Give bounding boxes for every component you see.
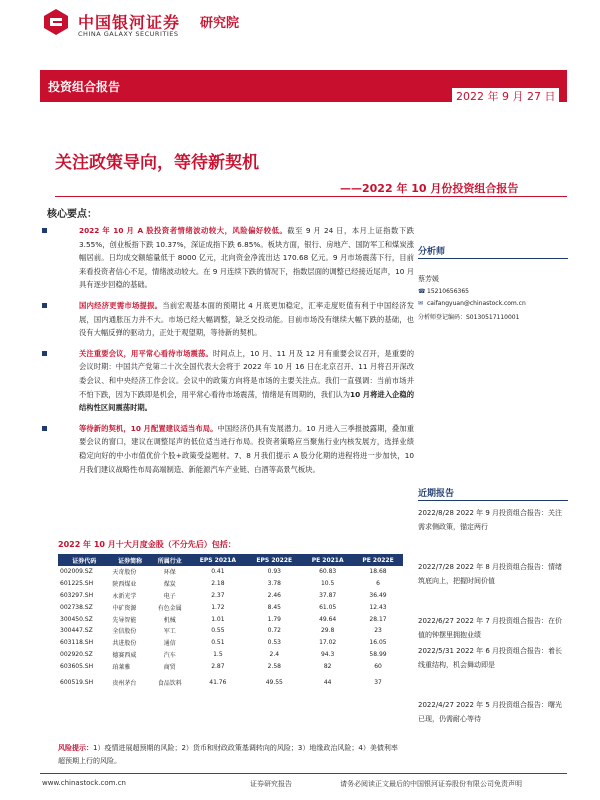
cell: 0.51: [211, 639, 225, 647]
risk-label: 风险提示：: [58, 744, 93, 752]
institute-label: 研究院: [200, 16, 240, 31]
risk-text: 1）疫情进展超预期的风险；2）货币和财政政策基调转向的风险；3）地缘政治风险；4）美债利率超预期上行的风险。: [58, 744, 398, 765]
footer-site-link[interactable]: www.chinastock.com.cn: [42, 779, 126, 787]
table-header-row: [58, 554, 403, 566]
bullet-icon: [42, 351, 47, 356]
recent-report-link[interactable]: 2022/5/31 2022 年 6 月投资组合报告：着长线重结构，机会舞动即是: [418, 647, 563, 669]
cell: 机械: [163, 616, 176, 624]
cell: 10.5: [320, 580, 335, 588]
page-title: 关注政策导向，等待新契机: [55, 153, 259, 173]
table-row: [58, 672, 403, 692]
cell: 002009.SZ: [60, 568, 93, 576]
table-row: [58, 566, 403, 578]
core-points-list: [42, 224, 414, 483]
table-row: [58, 601, 403, 613]
cell: 58.99: [369, 650, 387, 658]
cell: 商贸: [163, 663, 176, 671]
core-points-label: 核心要点：: [47, 209, 97, 220]
core-point: [42, 422, 414, 476]
cell: 44: [323, 678, 332, 686]
core-point-text: 中国经济仍具有发展潜力。10 月进入三季报披露期，叠加重要会议的窗口，建议在调整尾声的低位适当进行布局。投资者策略应当聚焦行业内核发展方，选择业绩稳定向好的中小市值优价个股+政策受益题材。7、8 月我们提示 A 股分化期的进程将进一步加快，10 月我们建议战略性布局高端制造、新能源汽车产业链、白酒等高景气板块。: [79, 423, 414, 474]
title-divider: [55, 196, 567, 197]
table-row: [58, 578, 403, 590]
analyst-phone-value: 15210656365: [427, 288, 469, 295]
cell: 300450.SZ: [60, 615, 93, 623]
cell: 1.72: [211, 603, 225, 611]
cell: 603605.SH: [60, 662, 94, 670]
cell: 1.5: [213, 650, 223, 658]
mail-icon: ✉: [418, 300, 424, 307]
cell: 电子: [163, 592, 176, 600]
analyst-email[interactable]: [418, 300, 526, 307]
col-header: 所属行业: [150, 554, 190, 566]
cell: 1.01: [211, 615, 225, 623]
cell: 28.17: [369, 615, 387, 623]
cell: 16.05: [369, 639, 387, 647]
footer-center-label: 证券研究报告: [250, 780, 292, 788]
cell: 36.49: [369, 591, 387, 599]
cell: 0.55: [211, 627, 225, 635]
report-date: 2022 年 9 月 27 日: [452, 88, 559, 104]
cell: 60.83: [319, 568, 337, 576]
cell: 贵州茅台: [112, 679, 137, 687]
recent-report-link[interactable]: 2022/8/28 2022 年 9 月投资组合报告：关注需求侧政策，锚定两行: [418, 509, 563, 531]
cell: 300447.SZ: [60, 627, 93, 635]
cell: 共进股份: [112, 640, 137, 648]
col-header: 证券简称: [110, 554, 150, 566]
analyst-heading: 分析师: [418, 247, 446, 257]
page-subtitle: ——2022 年 10 月份投资组合报告: [340, 182, 519, 195]
core-point: [42, 347, 414, 415]
cell: 94.3: [320, 650, 335, 658]
bullet-icon: [42, 426, 47, 431]
cell: 002738.SZ: [60, 603, 93, 611]
cell: 1.79: [267, 615, 281, 623]
cell: 2.58: [267, 662, 281, 670]
cell: 603297.SH: [60, 591, 94, 599]
cell: 6: [376, 580, 380, 588]
cell: 先导智能: [112, 616, 137, 624]
cell: 60: [374, 662, 382, 670]
analyst-phone: [418, 288, 469, 295]
stock-table-heading: 2022 年 10 月十大月度金股（不分先后）包括：: [58, 540, 236, 549]
risk-warning: [58, 742, 403, 768]
cell: 中矿资源: [112, 604, 137, 612]
cell: 煤炭: [163, 581, 176, 589]
cell: 8.45: [267, 603, 281, 611]
cell: 600519.SH: [60, 678, 94, 686]
cell: 2.18: [211, 580, 225, 588]
cell: 环保: [163, 569, 176, 577]
cell: 0.72: [267, 627, 281, 635]
cell: 2.37: [211, 591, 225, 599]
analyst-divider: [418, 258, 568, 259]
cell: 2.46: [267, 591, 281, 599]
core-point-highlight: 2022 年 10 月 A 股投资者情绪波动较大，风险偏好较低。: [79, 226, 288, 235]
bullet-icon: [42, 303, 47, 308]
cell: 41.76: [209, 678, 227, 686]
cell: 德赛西威: [112, 651, 137, 659]
col-header: EPS 2022E: [246, 554, 302, 566]
report-type: 投资组合报告: [48, 80, 121, 94]
cell: 2.87: [211, 662, 225, 670]
cell: 永新光学: [112, 592, 137, 600]
cell: 601225.SH: [60, 580, 94, 588]
core-point-highlight: 等待新的契机，10 月配置建议适当布局。: [79, 423, 218, 433]
table-row: [58, 649, 403, 661]
cell: 002920.SZ: [60, 650, 93, 658]
cell: 军工: [163, 628, 176, 636]
recent-report-link[interactable]: 2022/4/27 2022 年 5 月投资组合报告：曙光已现，仍需耐心等待: [418, 701, 563, 723]
col-header: 证券代码: [58, 554, 110, 566]
core-point-bold: 10 月将进入企稳的结构性区间震荡时期。: [79, 389, 415, 413]
table-row: [58, 590, 403, 602]
cell: 37: [374, 678, 382, 686]
stock-table: [58, 554, 403, 692]
cell: 12.43: [369, 603, 387, 611]
phone-icon: ☎: [418, 288, 426, 295]
cell: 陕西煤业: [112, 581, 137, 589]
core-point: [42, 299, 414, 340]
footer-disclaimer: 请务必阅读正文最后的中国银河证券股份有限公司免责声明: [340, 780, 522, 788]
cell: 0.41: [211, 568, 225, 576]
col-header: PE 2021A: [302, 554, 353, 566]
core-point-text: 截至 9 月 24 日，本月上证指数下跌 3.55%，创业板指下跌 10.37%，深证成指下跌 6.85%。板块方面，银行、房地产、国防军工和煤炭涨幅居前。日均成交额缩量低于 8000 亿元，北向资金净流出达 170.68 亿元。9 月市场震荡下行，目前来看投资者信心不足，情绪波动较大。在 9 月连续下跌的情况下，指数层面的调整已经接近尾声，10 月具有逐步回稳的基础。: [79, 226, 414, 290]
cell: 珀莱雅: [112, 663, 131, 671]
analyst-cert: 分析师登记编码：S0130517110001: [418, 314, 520, 321]
cell: 29.8: [320, 627, 335, 635]
table-row: [58, 660, 403, 672]
table-row: [58, 637, 403, 649]
cell: 0.53: [267, 639, 281, 647]
cell: 天奇股份: [112, 569, 137, 577]
col-header: PE 2022E: [353, 554, 403, 566]
cell: 18.68: [369, 568, 387, 576]
cell: 49.64: [319, 615, 337, 623]
core-point-text: 时间点上，10 月、11 月及 12 月有重要会议召开，是重要的会议时期：中国共产党第二十次全国代表大会将于 2022 年 10 月 16 日在北京召开、11 月将召开深改委会议、和中央经济工作会议。会议中的政策方向将是市场的主要关注点。我们一直强调：当前市场并不怕下跌，因为下跌即是机会，用平常心看待市场震荡，情绪是有周期的，我们认为: [79, 348, 415, 399]
brand-name-en: CHINA GALAXY SECURITIES: [78, 30, 179, 38]
recent-report-link[interactable]: 2022/6/27 2022 年 7 月投资组合报告：在价值的钟摆里拥抱业绩: [418, 617, 563, 639]
brand-name: 中国银河证券: [78, 13, 181, 32]
cell: 0.93: [267, 568, 281, 576]
cell: 17.02: [319, 639, 337, 647]
cell: 23: [374, 627, 382, 635]
cell: 603118.SH: [60, 639, 94, 647]
cell: 49.55: [265, 678, 283, 686]
core-point-highlight: 国内经济更需市场提振。: [79, 300, 163, 310]
galaxy-logo-icon: [42, 8, 70, 36]
cell: 3.78: [267, 580, 281, 588]
table-row: [58, 613, 403, 625]
analyst-name: 蔡芳媛: [418, 275, 439, 283]
core-point-text: 当前宏观基本面的预期比 4 月底更加稳定，汇率走度贬值有利于中国经济发展，国内通胀压力并不大。市场已经大幅调整，缺乏交投动能。目前市场没有继续大幅下跌的基础，也没有大幅反弹的驱动力，正处于观望期，等待新的契机。: [79, 300, 415, 338]
cell: 食品饮料: [157, 679, 182, 687]
cell: 82: [323, 662, 332, 670]
cell: 37.87: [319, 591, 337, 599]
col-header: EPS 2021A: [189, 554, 246, 566]
core-point-highlight: 关注重要会议，用平常心看待市场震荡。: [79, 348, 213, 358]
cell: 全信股份: [112, 628, 137, 636]
recent-reports-heading: 近期报告: [418, 489, 455, 499]
table-row: [58, 625, 403, 637]
cell: 通信: [163, 640, 176, 648]
cell: 有色金属: [157, 604, 182, 612]
core-point: [42, 224, 414, 292]
cell: 汽车: [163, 651, 176, 659]
recent-report-link[interactable]: 2022/7/28 2022 年 8 月投资组合报告：情绪筑底向上，把握时间价值: [418, 563, 563, 585]
cell: 2.4: [269, 650, 280, 658]
analyst-email-value[interactable]: caifangyuan@chinastock.com.cn: [427, 300, 526, 307]
recent-reports-divider: [418, 500, 568, 501]
bullet-icon: [42, 228, 47, 233]
footer-divider: [40, 773, 567, 774]
cell: 61.05: [319, 603, 337, 611]
